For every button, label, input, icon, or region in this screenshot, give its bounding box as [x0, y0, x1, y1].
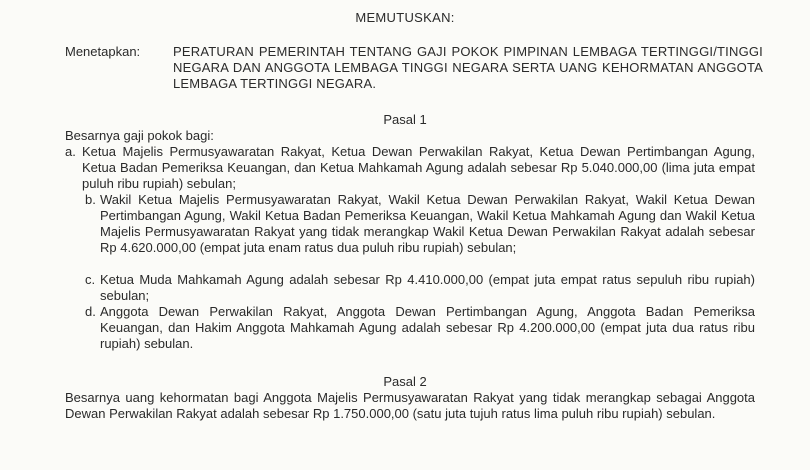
- item-text: Ketua Muda Mahkamah Agung adalah sebesar Rp 4.410.000,00 (empat juta empat ratus sepuluh ribu rupiah) sebulan;: [100, 272, 755, 303]
- menetapkan-label: Menetapkan:: [65, 44, 141, 59]
- pasal-2-text: Besarnya uang kehormatan bagi Anggota Majelis Permusyawaratan Rakyat yang tidak merangkap sebagai Anggota Dewan Perwakilan Rakyat adalah sebesar Rp 1.750.000,00 (satu juta tujuh ratus lima puluh ribu rupiah) sebulan.: [65, 390, 755, 421]
- item-label: c.: [85, 272, 96, 287]
- pasal-1-title: Pasal 1: [383, 112, 427, 127]
- item-text: Anggota Dewan Perwakilan Rakyat, Anggota Dewan Pertimbangan Agung, Anggota Badan Pemeriksa Keuangan, dan Hakim Anggota Mahkamah Agung adalah sebesar Rp 4.200.000,00 (empat juta dua ratus ribu rupiah) sebulan.: [100, 304, 755, 351]
- item-label: a.: [65, 144, 76, 159]
- item-label: d.: [85, 304, 96, 319]
- document-heading: MEMUTUSKAN:: [355, 10, 455, 25]
- item-text: Wakil Ketua Majelis Permusyawaratan Rakyat, Wakil Ketua Dewan Perwakilan Rakyat, Wakil Ketua Dewan Pertimbangan Agung, Wakil Ketua Badan Pemeriksa Keuangan, Wakil Ketua Mahkamah Agung dan Wakil Ketua Majelis Permusyawaratan Rakyat yang tidak merangkap Wakil Ketua Dewan Perwakilan Rakyat adalah sebesar Rp 4.620.000,00 (empat juta enam ratus dua puluh ribu rupiah) sebulan;: [100, 192, 755, 255]
- pasal-1-intro: Besarnya gaji pokok bagi:: [65, 128, 214, 143]
- item-text: Ketua Majelis Permusyawaratan Rakyat, Ketua Dewan Perwakilan Rakyat, Ketua Dewan Pertimbangan Agung, Ketua Badan Pemeriksa Keuangan, dan Ketua Mahkamah Agung adalah sebesar Rp 5.040.000,00 (lima juta empat puluh ribu rupiah) sebulan;: [82, 144, 755, 191]
- pasal-2-title: Pasal 2: [383, 374, 427, 389]
- menetapkan-text: PERATURAN PEMERINTAH TENTANG GAJI POKOK PIMPINAN LEMBAGA TERTINGGI/TINGGI NEGARA DAN ANGGOTA LEMBAGA TINGGI NEGARA SERTA UANG KEHORMATAN ANGGOTA LEMBAGA TERTINGGI NEGARA.: [173, 44, 763, 91]
- item-label: b.: [85, 192, 96, 207]
